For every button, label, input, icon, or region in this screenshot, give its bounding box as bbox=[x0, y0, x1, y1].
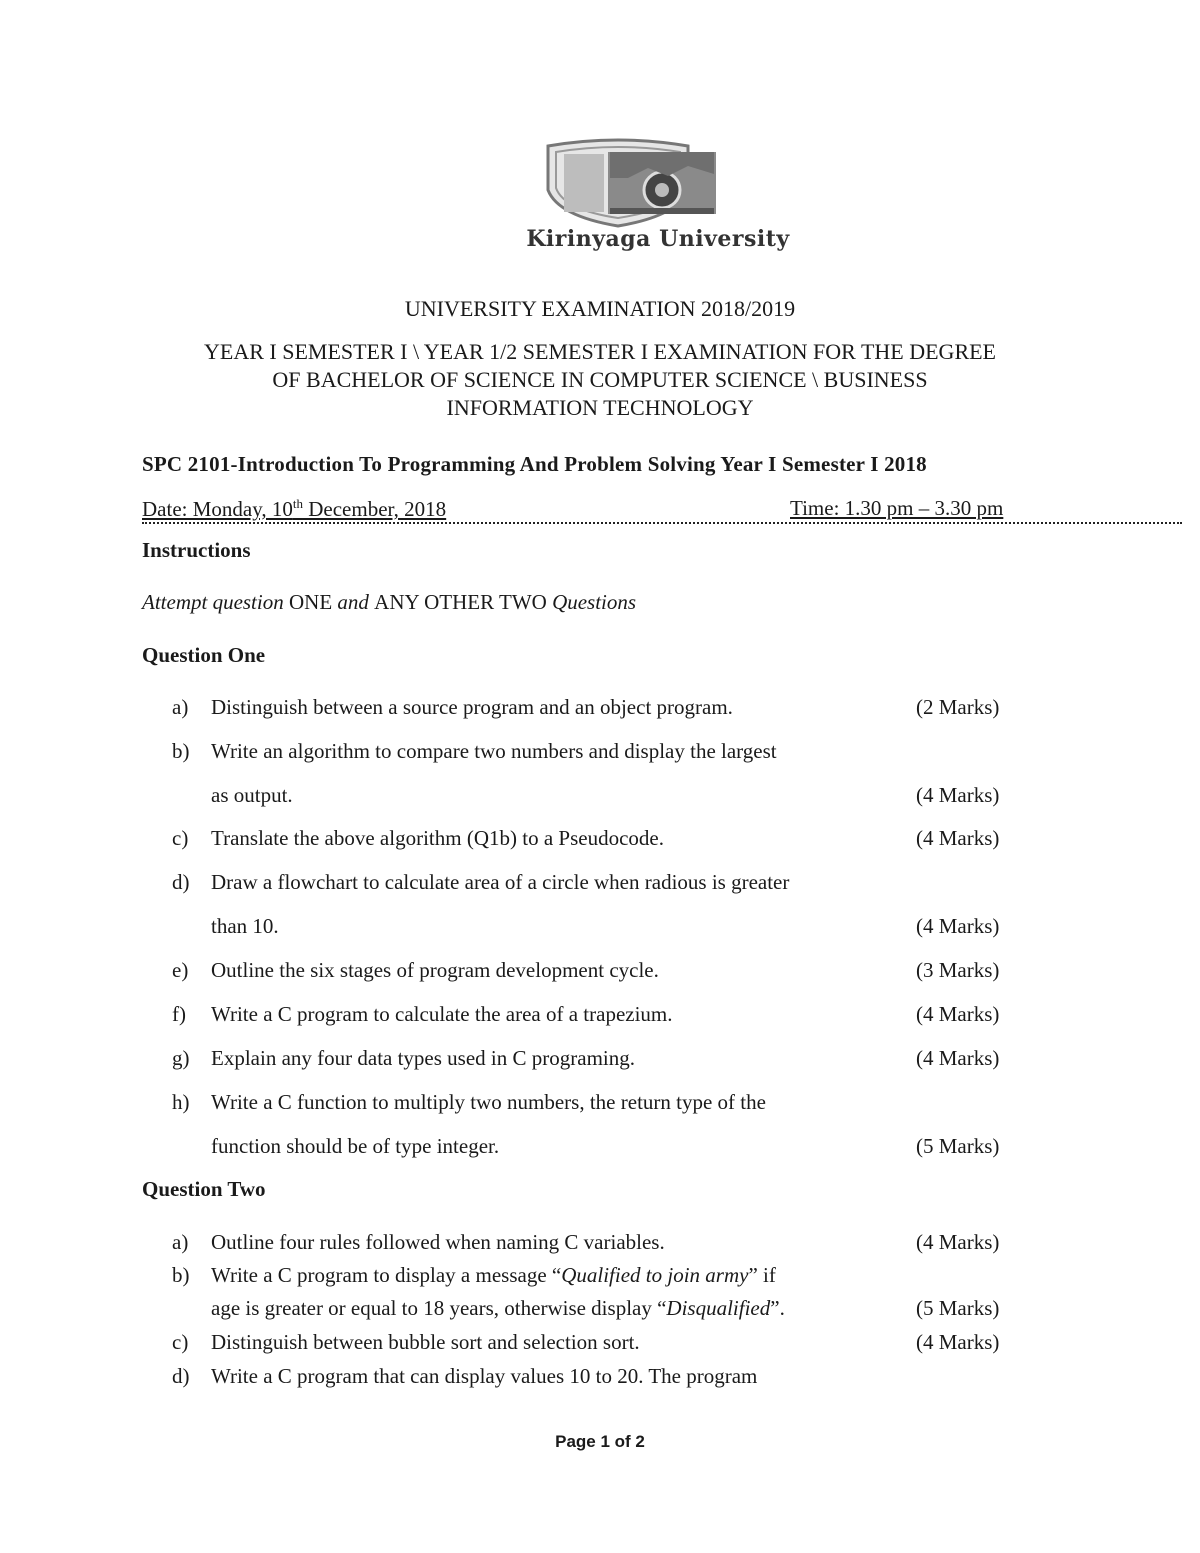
instructions-heading: Instructions bbox=[142, 538, 251, 562]
exam-time: Time: 1.30 pm – 3.30 pm bbox=[790, 496, 1004, 520]
course-title: SPC 2101-Introduction To Programming And Problem Solving Year I Semester I 2018 bbox=[142, 452, 927, 476]
degree-line-1: YEAR I SEMESTER I \ YEAR 1/2 SEMESTER I EXAMINATION FOR THE DEGREE bbox=[204, 339, 996, 364]
question-one-heading: Question One bbox=[142, 643, 266, 667]
university-name: Kirinyaga University bbox=[526, 226, 790, 252]
question-two-heading: Question Two bbox=[142, 1177, 266, 1201]
degree-line-3: INFORMATION TECHNOLOGY bbox=[446, 395, 754, 420]
crest-icon bbox=[528, 138, 788, 228]
degree-line-2: OF BACHELOR OF SCIENCE IN COMPUTER SCIENCE \ BUSINESS bbox=[272, 367, 928, 392]
university-logo bbox=[528, 138, 788, 256]
exam-date: Date: Monday, 10th December, 2018 bbox=[142, 496, 447, 521]
degree-title bbox=[0, 338, 1200, 422]
date-time-row bbox=[142, 496, 1182, 524]
instructions-text: Attempt question ONE and ANY OTHER TWO Questions bbox=[142, 590, 637, 614]
exam-title: UNIVERSITY EXAMINATION 2018/2019 bbox=[404, 296, 796, 321]
page-number: Page 1 of 2 bbox=[555, 1432, 645, 1451]
